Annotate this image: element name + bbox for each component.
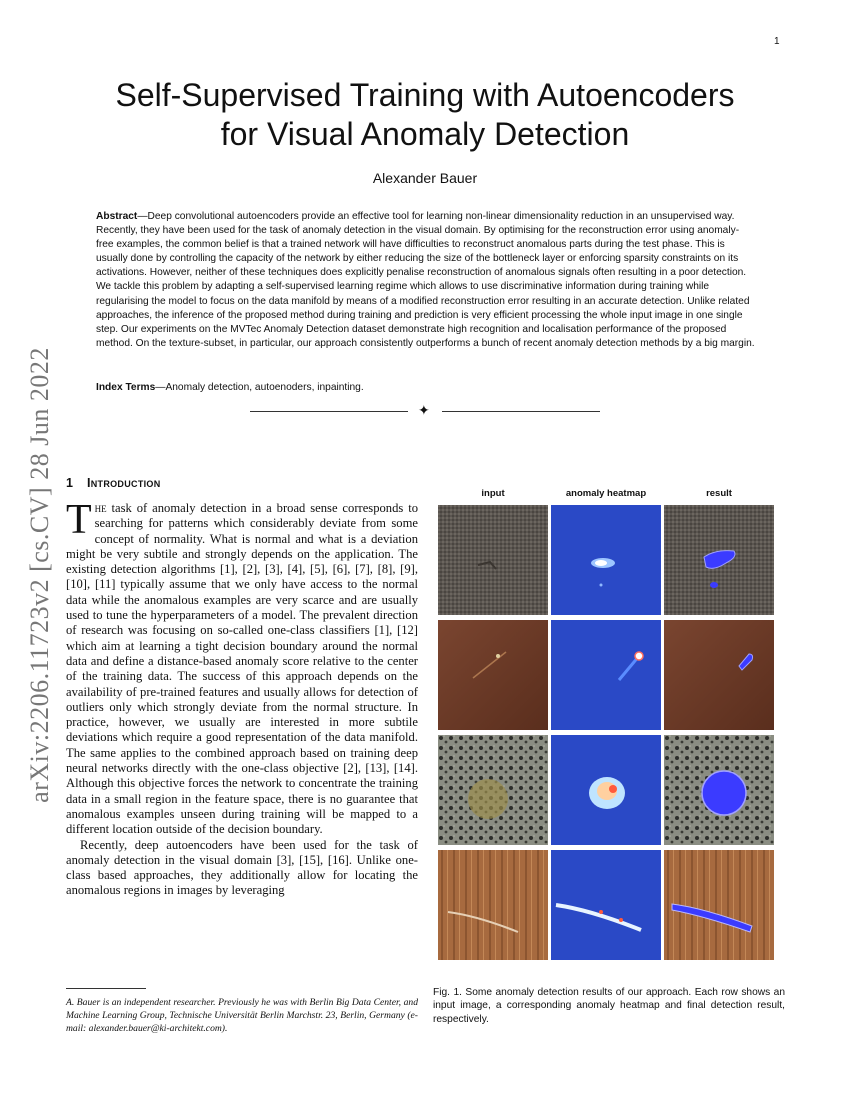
paragraph-1 [66, 497, 418, 838]
first-word-rest: he [94, 501, 107, 515]
section-divider [250, 403, 600, 419]
result-carpet [664, 505, 774, 615]
title-line-1: Self-Supervised Training with Autoencoders [115, 77, 735, 113]
abstract [96, 210, 756, 351]
heatmap-leather [551, 620, 661, 730]
footnote: A. Bauer is an independent researcher. Previously he was with Berlin Big Data Center, and Machine Learning Group, Technische Universität Berlin Marchstr. 23, Berlin, Germany (e-mail: alexander.bauer@ki-architekt.com). [66, 997, 418, 1034]
arxiv-stamp: arXiv:2206.11723v2 [cs.CV] 28 Jun 2022 [25, 347, 54, 803]
divider-line-left [250, 411, 408, 412]
paragraph-2: Recently, deep autoencoders have been used for the task of anomaly detection in the visual domain [3], [15], [16]. Unlike one-class based approaches, they additionally allow for locating the anomalous regions in images by leveraging [66, 837, 418, 898]
result-tile [664, 735, 774, 845]
author: Alexander Bauer [372, 170, 478, 186]
index-terms [96, 382, 756, 393]
section-heading [66, 476, 161, 490]
paragraph-1-text: task of anomaly detection in a broad sense corresponds to searching for patterns which considerably deviate from some concept of normality. What is normal and what is a deviation might be very subtile and strongly depends on the application. The existing detection algorithms [1], [2], [3], [4], [5], [6], [7], [8], [9], [10], [11] typically assume that we only have access to the normal data while the anomalous examples are very scarce and are usually used to tune the hyperparameters of a model. The prevalent direction of research was focusing on so-called one-class classifiers [1], [12] which aim at learning a tight decision boundary around the normal data and define a distance-based anomaly score relative to the center of the training data. The success of this approach depends on the availability of pre-trained features and usually allows for detection of outliers only which strongly deviate from the normal structure. In practice, however, we usually are interested in more subtile deviations which require a good representation of the data manifold. The same applies to the combined approach based on training deep neural networks directly with the one-class objective [2], [13], [14]. Although this objective forces the network to concentrate the training data in a small region in the feature space, there is no guarantee that anomalous examples unseen during training will be mapped to a different location outside of the decision boundary. [66, 501, 418, 837]
dropcap: T [66, 497, 92, 543]
page-number: 1 [774, 36, 780, 47]
diamond-icon: ✦ [418, 403, 430, 419]
header-heatmap: anomaly heatmap [565, 488, 647, 499]
index-terms-text: —Anomaly detection, autoenoders, inpainting. [155, 382, 364, 393]
section-title: Introduction [86, 476, 161, 490]
header-result: result [706, 488, 732, 499]
header-input: input [481, 488, 505, 499]
figure-headers [436, 488, 776, 502]
heatmap-tile [551, 735, 661, 845]
abstract-text: —Deep convolutional autoencoders provide an effective tool for learning non-linear dimensionality reduction in an unsupervised way. Recently, they have been used for the task of anomaly detection in the visual domain. By optimising for the reconstruction error using anomaly-free examples, the common belief is that a trained network will have difficulties to reconstruct anomalous parts during the test phase. This is usually done by controlling the capacity of the network by either reducing the size of the bottleneck layer or enforcing sparsity constraints on its activations. However, neither of these techniques does explicitly penalise reconstruction of anomalous signals often resulting in a poor detection. We tackle this problem by adapting a self-supervised learning regime which allows to use discriminative information during training while regularising the model to focus on the data manifold by means of a modified reconstruction error resulting in an accurate detection. Unlike related approaches, the inference of the proposed method during training and prediction is very efficient processing the whole input image in one single step. Our experiments on the MVTec Anomaly Detection dataset demonstrate high recognition and localisation performance of the proposed method. On the texture-subset, in particular, our approach consistently outperforms a bunch of recent anomaly detection methods by a big margin. [96, 211, 755, 349]
body-text [66, 497, 418, 899]
figure-caption: Fig. 1. Some anomaly detection results of our approach. Each row shows an input image, a corresponding anomaly heatmap and final detection result, respectively. [433, 987, 785, 1025]
result-leather [664, 620, 774, 730]
title-line-2: for Visual Anomaly Detection [220, 116, 630, 152]
divider-line-right [442, 411, 600, 412]
result-wood [664, 850, 774, 960]
heatmap-carpet [551, 505, 661, 615]
input-image-wood [438, 850, 548, 960]
abstract-label: Abstract [96, 211, 138, 222]
footnote-rule [66, 988, 146, 989]
paper-title [60, 76, 790, 154]
input-image-carpet [438, 505, 548, 615]
input-image-leather [438, 620, 548, 730]
heatmap-wood [551, 850, 661, 960]
index-terms-label: Index Terms [96, 382, 156, 393]
input-image-tile [438, 735, 548, 845]
section-number: 1 [66, 476, 73, 490]
